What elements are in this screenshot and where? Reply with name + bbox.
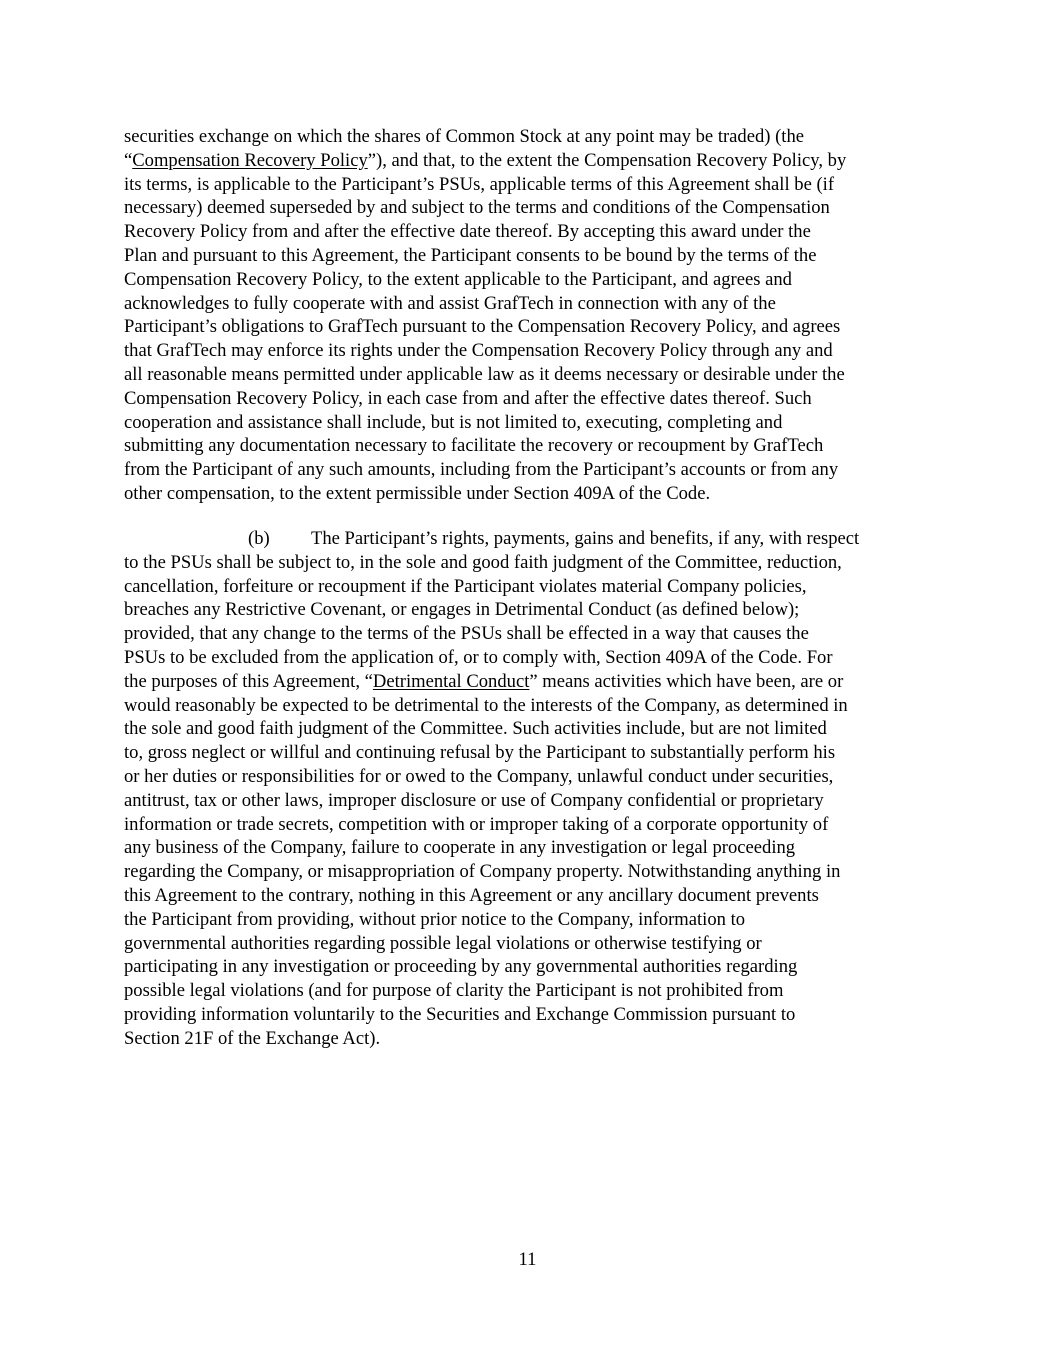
paragraph-compensation-recovery bbox=[124, 125, 934, 506]
text-line: or her duties or responsibilities for or owed to the Company, unlawful conduct under securities, bbox=[124, 765, 834, 787]
text-line: necessary) deemed superseded by and subject to the terms and conditions of the Compensation bbox=[124, 197, 830, 219]
text-line: the Participant from providing, without prior notice to the Company, information to bbox=[124, 908, 746, 930]
text-line: information or trade secrets, competition with or improper taking of a corporate opportunity of bbox=[124, 813, 829, 835]
text-line: providing information voluntarily to the Securities and Exchange Commission pursuant to bbox=[124, 1003, 796, 1025]
defined-term-compensation-recovery-policy: Compensation Recovery Policy bbox=[132, 149, 368, 171]
defined-term-detrimental-conduct: Detrimental Conduct bbox=[372, 670, 530, 692]
page-number: 11 bbox=[518, 1249, 537, 1270]
text-line: antitrust, tax or other laws, improper disclosure or use of Company confidential or proprietary bbox=[124, 789, 824, 811]
text-line: to the PSUs shall be subject to, in the sole and good faith judgment of the Committee, reduction, bbox=[124, 551, 842, 573]
text-line: to, gross neglect or willful and continuing refusal by the Participant to substantially perform his bbox=[124, 742, 836, 764]
text-fragment: the purposes of this Agreement, “ bbox=[124, 670, 373, 692]
text-line: acknowledges to fully cooperate with and assist GrafTech in connection with any of the bbox=[124, 292, 776, 314]
text-line: would reasonably be expected to be detrimental to the interests of the Company, as determined in bbox=[124, 694, 848, 716]
text-line: PSUs to be excluded from the application of, or to comply with, Section 409A of the Code. For bbox=[124, 646, 833, 668]
text-line: Recovery Policy from and after the effective date thereof. By accepting this award under the bbox=[124, 221, 811, 243]
text-line: possible legal violations (and for purpose of clarity the Participant is not prohibited from bbox=[124, 980, 784, 1002]
text-line: that GrafTech may enforce its rights under the Compensation Recovery Policy through any and bbox=[124, 340, 833, 362]
text-line: breaches any Restrictive Covenant, or engages in Detrimental Conduct (as defined below); bbox=[124, 599, 800, 621]
text-line: submitting any documentation necessary to facilitate the recovery or recoupment by GrafTech bbox=[124, 435, 824, 457]
text-line: any business of the Company, failure to cooperate in any investigation or legal proceeding bbox=[124, 837, 796, 859]
open-quote: “ bbox=[124, 149, 133, 171]
text-line: governmental authorities regarding possible legal violations or otherwise testifying or bbox=[124, 932, 762, 954]
text-line: this Agreement to the contrary, nothing in this Agreement or any ancillary document prevents bbox=[124, 884, 819, 906]
text-fragment: ”), and that, to the extent the Compensation Recovery Policy, by bbox=[367, 149, 847, 171]
text-line: Section 21F of the Exchange Act). bbox=[124, 1027, 381, 1049]
text-line: the sole and good faith judgment of the Committee. Such activities include, but are not limited bbox=[124, 718, 827, 740]
text-line bbox=[124, 149, 934, 173]
text-line: cooperation and assistance shall include, but is not limited to, executing, completing and bbox=[124, 411, 783, 433]
text-fragment: ” means activities which have been, are or bbox=[529, 670, 844, 692]
text-line: Plan and pursuant to this Agreement, the Participant consents to be bound by the terms of the bbox=[124, 244, 817, 266]
text-line bbox=[124, 527, 934, 551]
text-line: all reasonable means permitted under applicable law as it deems necessary or desirable under the bbox=[124, 363, 845, 385]
text-line: regarding the Company, or misappropriation of Company property. Notwithstanding anything in bbox=[124, 861, 841, 883]
text-line: from the Participant of any such amounts, including from the Participant’s accounts or from any bbox=[124, 459, 839, 481]
text-line: securities exchange on which the shares of Common Stock at any point may be traded) (the bbox=[124, 126, 805, 147]
text-line: participating in any investigation or proceeding by any governmental authorities regarding bbox=[124, 956, 798, 978]
paragraph-label: (b) bbox=[248, 528, 270, 549]
text-fragment: The Participant’s rights, payments, gains and benefits, if any, with respect bbox=[311, 528, 860, 549]
text-line: Compensation Recovery Policy, to the extent applicable to the Participant, and agrees and bbox=[124, 268, 792, 290]
paragraph-b-detrimental-conduct bbox=[124, 527, 934, 1051]
text-line: its terms, is applicable to the Participant’s PSUs, applicable terms of this Agreement shall be (if bbox=[124, 173, 835, 195]
text-line: provided, that any change to the terms of the PSUs shall be effected in a way that causes the bbox=[124, 623, 809, 645]
text-line bbox=[124, 670, 934, 694]
text-line: other compensation, to the extent permissible under Section 409A of the Code. bbox=[124, 482, 711, 504]
text-line: Participant’s obligations to GrafTech pursuant to the Compensation Recovery Policy, and agrees bbox=[124, 316, 841, 338]
text-line: cancellation, forfeiture or recoupment if the Participant violates material Company policies, bbox=[124, 575, 807, 597]
text-line: Compensation Recovery Policy, in each case from and after the effective dates thereof. Such bbox=[124, 387, 812, 409]
